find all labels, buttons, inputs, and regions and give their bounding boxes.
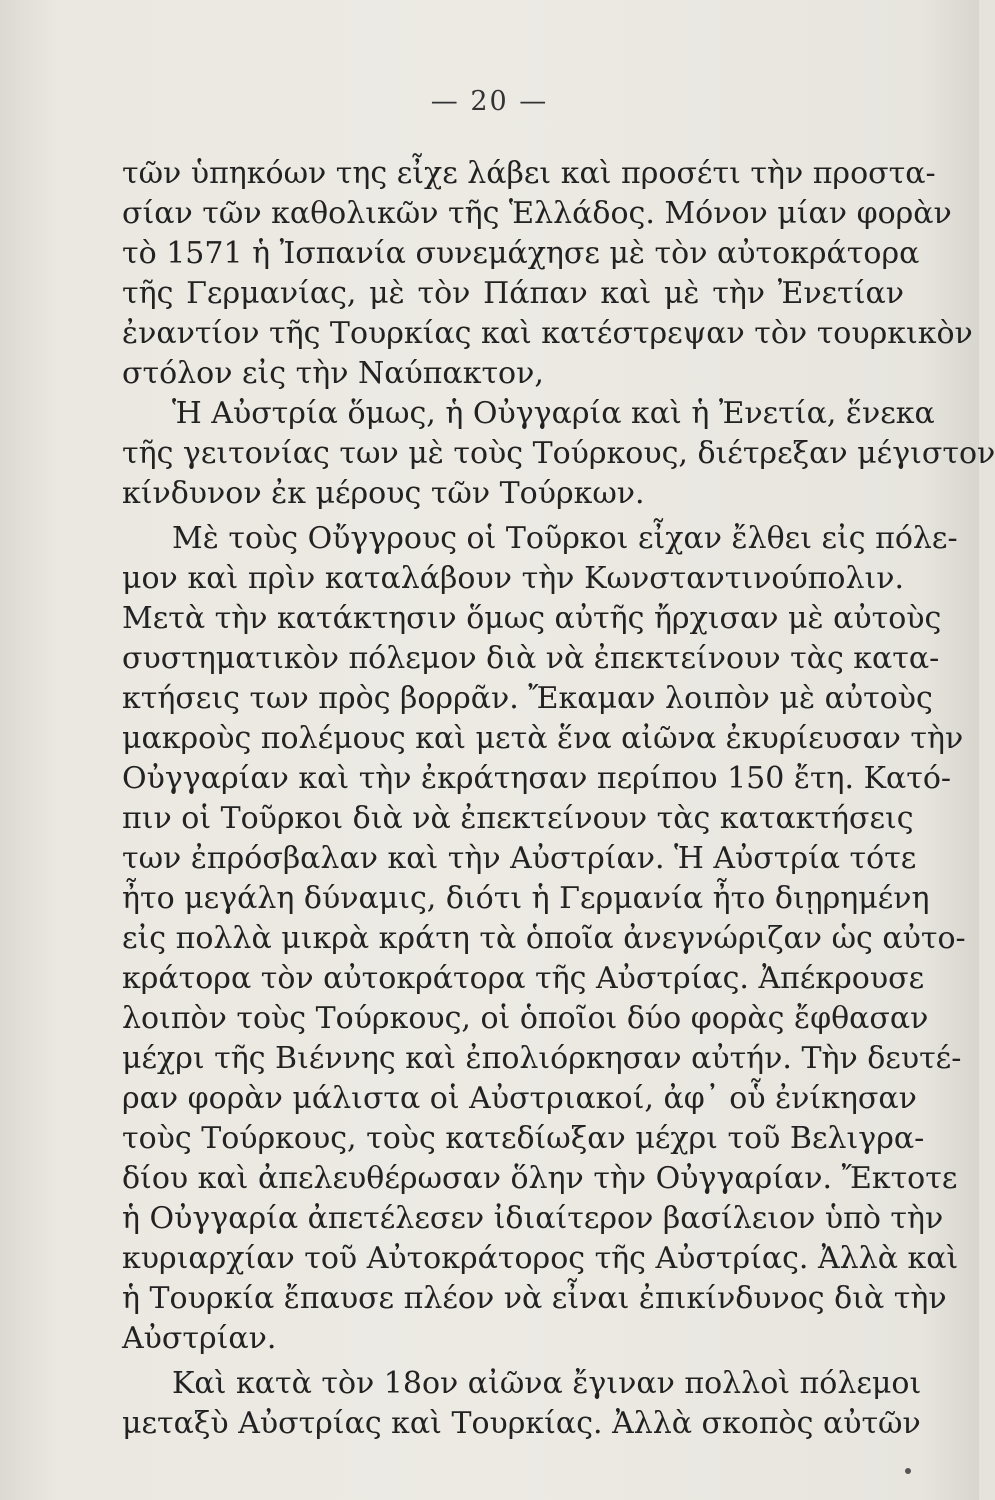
- text-line: κυριαρχίαν τοῦ Αὐτοκράτορος τῆς Αὐστρίας. Ἀλλὰ καὶ: [122, 1241, 959, 1276]
- text-line: ραν φορὰν μάλιστα οἱ Αὐστριακοί, ἀφ᾽ οὗ ἐνίκησαν: [122, 1081, 917, 1116]
- text-line: Μετὰ τὴν κατάκτησιν ὅμως αὐτῆς ἤρχισαν μὲ αὐτοὺς: [122, 601, 942, 636]
- text-line: τὸ 1571 ἡ Ἰσπανία συνεμάχησε μὲ τὸν αὐτοκράτορα: [122, 236, 920, 271]
- text-line: μέχρι τῆς Βιέννης καὶ ἐπολιόρκησαν αὐτήν. Τὴν δευτέ-: [122, 1041, 962, 1076]
- scan-speck: [905, 1468, 911, 1474]
- text-line: εἰς πολλὰ μικρὰ κράτη τὰ ὁποῖα ἀνεγνώριζαν ὡς αὐτο-: [122, 921, 966, 956]
- text-line: Οὐγγαρίαν καὶ τὴν ἐκράτησαν περίπου 150 ἔτη. Κατό-: [122, 761, 952, 796]
- text-line: ἡ Οὐγγαρία ἀπετέλεσεν ἰδιαίτερον βασίλειον ὑπὸ τὴν: [122, 1201, 944, 1236]
- page-number: — 20 —: [430, 86, 549, 117]
- text-line: πιν οἱ Τοῦρκοι διὰ νὰ ἐπεκτείνουν τὰς κατακτήσεις: [122, 801, 914, 836]
- text-line: δίου καὶ ἀπελευθέρωσαν ὅλην τὴν Οὐγγαρίαν. Ἔκτοτε: [122, 1161, 958, 1196]
- text-line: μακροὺς πολέμους καὶ μετὰ ἕνα αἰῶνα ἐκυρίευσαν τὴν: [122, 721, 964, 756]
- text-line: Ἡ Αὐστρία ὅμως, ἡ Οὐγγαρία καὶ ἡ Ἐνετία, ἕνεκα: [172, 396, 935, 431]
- text-line: Αὐστρίαν.: [122, 1321, 277, 1356]
- text-line: κτήσεις των πρὸς βορρᾶν. Ἔκαμαν λοιπὸν μὲ αὐτοὺς: [122, 681, 933, 716]
- text-line: μεταξὺ Αὐστρίας καὶ Τουρκίας. Ἀλλὰ σκοπὸς αὐτῶν: [122, 1406, 921, 1441]
- text-line: μον καὶ πρὶν καταλάβουν τὴν Κωνσταντινούπολιν.: [122, 561, 904, 596]
- text-line: τῆς γειτονίας των μὲ τοὺς Τούρκους, διέτρεξαν μέγιστον: [122, 436, 995, 471]
- text-line: τῆς Γερμανίας, μὲ τὸν Πάπαν καὶ μὲ τὴν Ἐνετίαν: [122, 276, 904, 311]
- text-line: ἡ Τουρκία ἔπαυσε πλέον νὰ εἶναι ἐπικίνδυνος διὰ τὴν: [122, 1281, 947, 1316]
- text-line: ἐναντίον τῆς Τουρκίας καὶ κατέστρεψαν τὸν τουρκικὸν: [122, 316, 973, 351]
- text-line: στόλον εἰς τὴν Ναύπακτον,: [122, 356, 544, 391]
- text-line: τῶν ὑπηκόων της εἶχε λάβει καὶ προσέτι τὴν προστα-: [122, 156, 936, 191]
- text-line: λοιπὸν τοὺς Τούρκους, οἱ ὁποῖοι δύο φορὰς ἔφθασαν: [122, 1001, 929, 1036]
- text-line: Καὶ κατὰ τὸν 18ον αἰῶνα ἔγιναν πολλοὶ πόλεμοι: [172, 1366, 922, 1401]
- text-line: κράτορα τὸν αὐτοκράτορα τῆς Αὐστρίας. Ἀπέκρουσε: [122, 961, 925, 996]
- text-line: συστηματικὸν πόλεμον διὰ νὰ ἐπεκτείνουν τὰς κατα-: [122, 641, 940, 676]
- text-line: σίαν τῶν καθολικῶν τῆς Ἑλλάδος. Μόνον μίαν φορὰν: [122, 196, 952, 231]
- text-line: ἦτο μεγάλη δύναμις, διότι ἡ Γερμανία ἦτο διῃρημένη: [122, 881, 930, 916]
- text-line: των ἐπρόσβαλαν καὶ τὴν Αὐστρίαν. Ἡ Αὐστρία τότε: [122, 841, 917, 876]
- text-line: Μὲ τοὺς Οὔγγρους οἱ Τοῦρκοι εἶχαν ἔλθει εἰς πόλε-: [172, 521, 958, 556]
- text-line: τοὺς Τούρκους, τοὺς κατεδίωξαν μέχρι τοῦ Βελιγρα-: [122, 1121, 925, 1156]
- text-line: κίνδυνον ἐκ μέρους τῶν Τούρκων.: [122, 476, 645, 511]
